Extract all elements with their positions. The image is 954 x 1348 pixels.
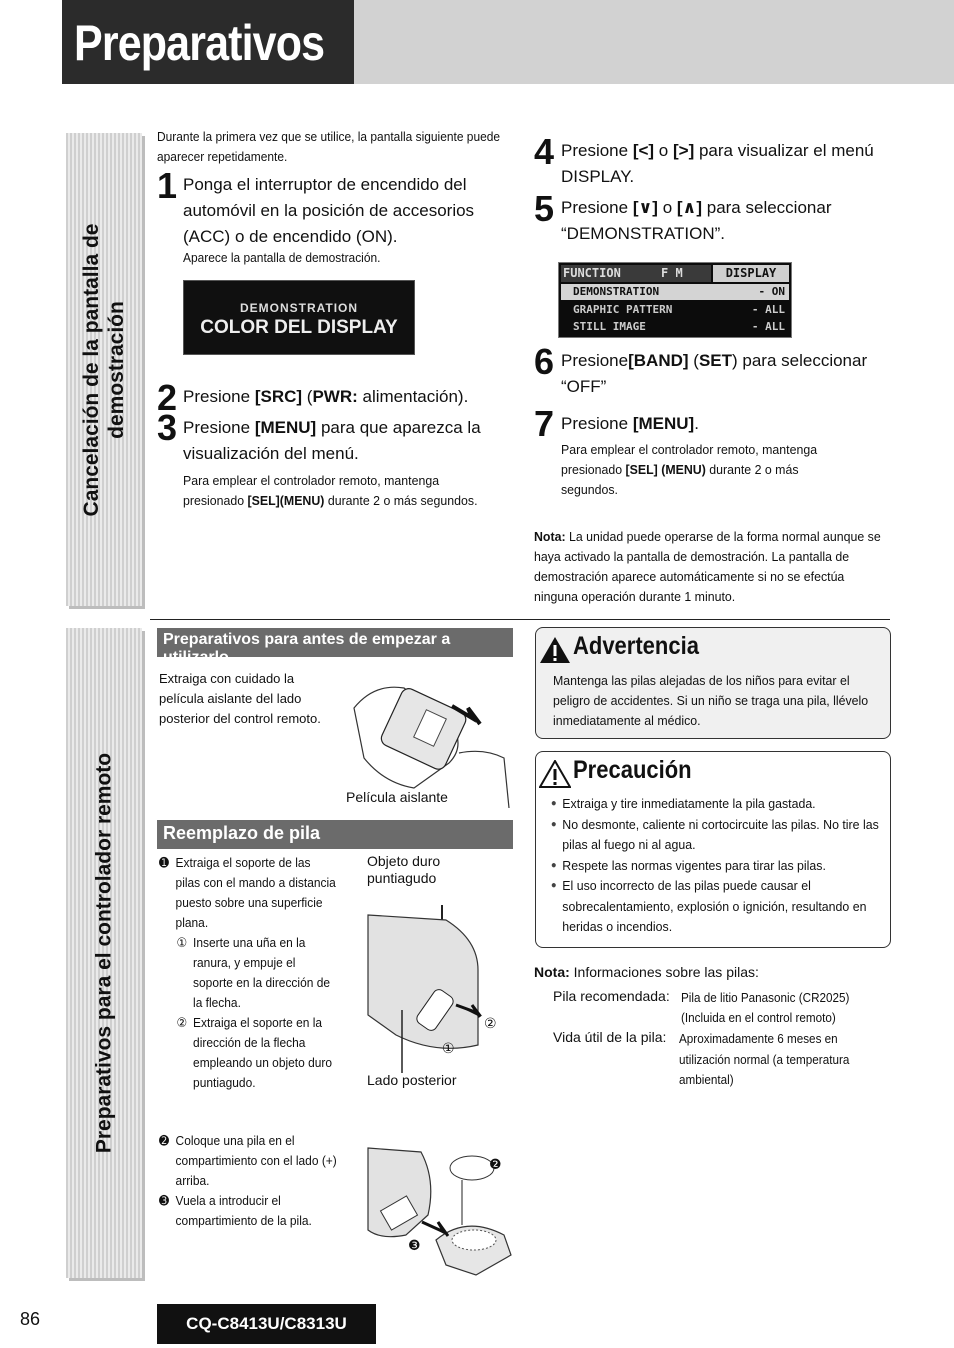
demo-screen-line1: DEMONSTRATION [239, 301, 359, 315]
step-3-number: 3 [157, 407, 178, 448]
side-tab-remote [66, 628, 142, 1278]
warning-icon [539, 636, 571, 664]
step-4-text: Presione [<] o [>] para visualizar el menú DISPLAY. [561, 141, 874, 186]
caution-item: ● Extraiga y tire inmediatamente la pila gastada. [562, 794, 890, 815]
step-4-number: 4 [534, 131, 555, 172]
model-number: CQ-C8413U/C8313U [157, 1304, 376, 1344]
step-7-number: 7 [534, 403, 555, 444]
battery-step-2-3: ➋ Coloque una pila en el compartimiento con el lado (+) arriba. ➌ Vuela a introducir el compartimiento de la pila. [159, 1133, 337, 1228]
remote-film-illustration [344, 668, 516, 808]
step-6-number: 6 [534, 341, 555, 382]
battery-note-title: Nota: Informaciones sobre las pilas: [534, 964, 759, 980]
caution-item: ● Respete las normas vigentes para tirar las pilas. [562, 856, 890, 877]
extract-text: Extraiga con cuidado la película aislante del lado posterior del control remoto. [159, 671, 321, 726]
step-2-number: 2 [157, 377, 178, 418]
caution-title: Precaución [573, 756, 692, 784]
side-tab-remote-label: Preparativos para el controlador remoto [92, 752, 116, 1154]
figure2-mark-3: ❸ [408, 1237, 421, 1253]
battery-life-label: Vida útil de la pila: [553, 1029, 667, 1045]
step-3-note: Para emplear el controlador remoto, mantenga presionado [SEL](MENU) durante 2 o más segundos. [183, 473, 478, 508]
page-number: 86 [20, 1309, 41, 1329]
figure2-mark-2: ❷ [489, 1156, 502, 1172]
menu-tab-fm: F M [661, 266, 683, 280]
page-title: Preparativos [74, 15, 325, 71]
menu-row-2: GRAPHIC PATTERN - ALL [573, 303, 785, 316]
side-tab-demo [66, 133, 142, 606]
object-label: Objeto duro puntiagudo [367, 853, 441, 886]
step-7-text: Presione [MENU]. [561, 414, 699, 433]
warning-text: Mantenga las pilas alejadas de los niños para evitar el peligro de accidentes. Si un niño se traga una pila, llévelo inmediatamente al médico. [553, 673, 869, 728]
caution-item: ● No desmonte, caliente ni cortocircuite las pilas. No tire las pilas al fuego ni al agua. [562, 815, 890, 856]
film-label: Película aislante [346, 789, 448, 805]
battery-life-value: Aproximadamente 6 meses en utilización normal (a temperatura ambiental) [679, 1031, 850, 1087]
demo-screen [183, 280, 415, 355]
demo-intro: Durante la primera vez que se utilice, la pantalla siguiente puede aparecer repetidamente. [157, 129, 501, 164]
figure-mark-1: ① [442, 1040, 455, 1056]
step-1-sub: Aparece la pantalla de demostración. [183, 250, 381, 265]
step-1-text: Ponga el interruptor de encendido del automóvil en la posición de accesorios (ACC) o de encendido (ON). [183, 175, 475, 246]
header-reemplazo: Reemplazo de pila [157, 820, 513, 849]
menu-row-3: STILL IMAGE - ALL [573, 320, 785, 333]
caution-box [535, 751, 891, 948]
step-3-text: Presione [MENU] para que aparezca la visualización del menú. [183, 418, 481, 463]
battery-rec-label: Pila recomendada: [553, 988, 670, 1004]
warning-title: Advertencia [573, 632, 699, 660]
caution-icon [539, 760, 571, 788]
step-5-number: 5 [534, 188, 555, 229]
menu-tab-display: DISPLAY [713, 265, 789, 282]
section-divider [150, 619, 890, 620]
demo-screen-line2: COLOR DEL DISPLAY [200, 317, 398, 338]
demo-nota: Nota: La unidad puede operarse de la forma normal aunque se haya activado la pantalla de demostración. La pantalla de demostración aparece automáticamente si no se efectúa ninguna operación durante 1 minuto. [534, 529, 881, 604]
back-side-label: Lado posterior [367, 1072, 457, 1088]
battery-holder-illustration [366, 895, 506, 1075]
warning-box [535, 627, 891, 739]
header-preparativos: Preparativos para antes de empezar a utilizarlo [157, 628, 513, 657]
caution-item: ● El uso incorrecto de las pilas puede causar el sobrecalentamiento, explosión o ignición, resultando en heridas o incendios. [562, 876, 890, 938]
battery-step-1: ➊ Extraiga el soporte de las pilas con el mando a distancia puesto sobre una superficie plana. ① Inserte una uña en la ranura, y empuje el soporte en la dirección de la flecha. ② Extraiga el soporte en la dirección de la flecha empleando un objeto duro puntiagudo. [159, 855, 336, 1090]
figure-mark-2: ② [484, 1015, 497, 1031]
caution-list [549, 794, 890, 938]
menu-screen [558, 262, 792, 338]
step-7-note: Para emplear el controlador remoto, mantenga presionado [SEL] (MENU) durante 2 o más segundos. [561, 442, 818, 497]
step-6-text: Presione[BAND] (SET) para seleccionar “OFF” [561, 351, 868, 396]
battery-rec-value: Pila de litio Panasonic (CR2025) (Incluida en el control remoto) [681, 990, 850, 1025]
menu-tab-function: FUNCTION [563, 266, 621, 280]
side-tab-demo-label: Cancelación de la pantalla de demostración [80, 223, 128, 516]
step-2-text: Presione [SRC] (PWR: alimentación). [183, 387, 469, 406]
menu-row-1: DEMONSTRATION - ON [561, 284, 789, 300]
step-5-text: Presione [∨] o [∧] para seleccionar “DEMONSTRATION”. [561, 198, 832, 243]
menu-tab-bar [561, 265, 711, 282]
step-1-number: 1 [157, 165, 178, 206]
